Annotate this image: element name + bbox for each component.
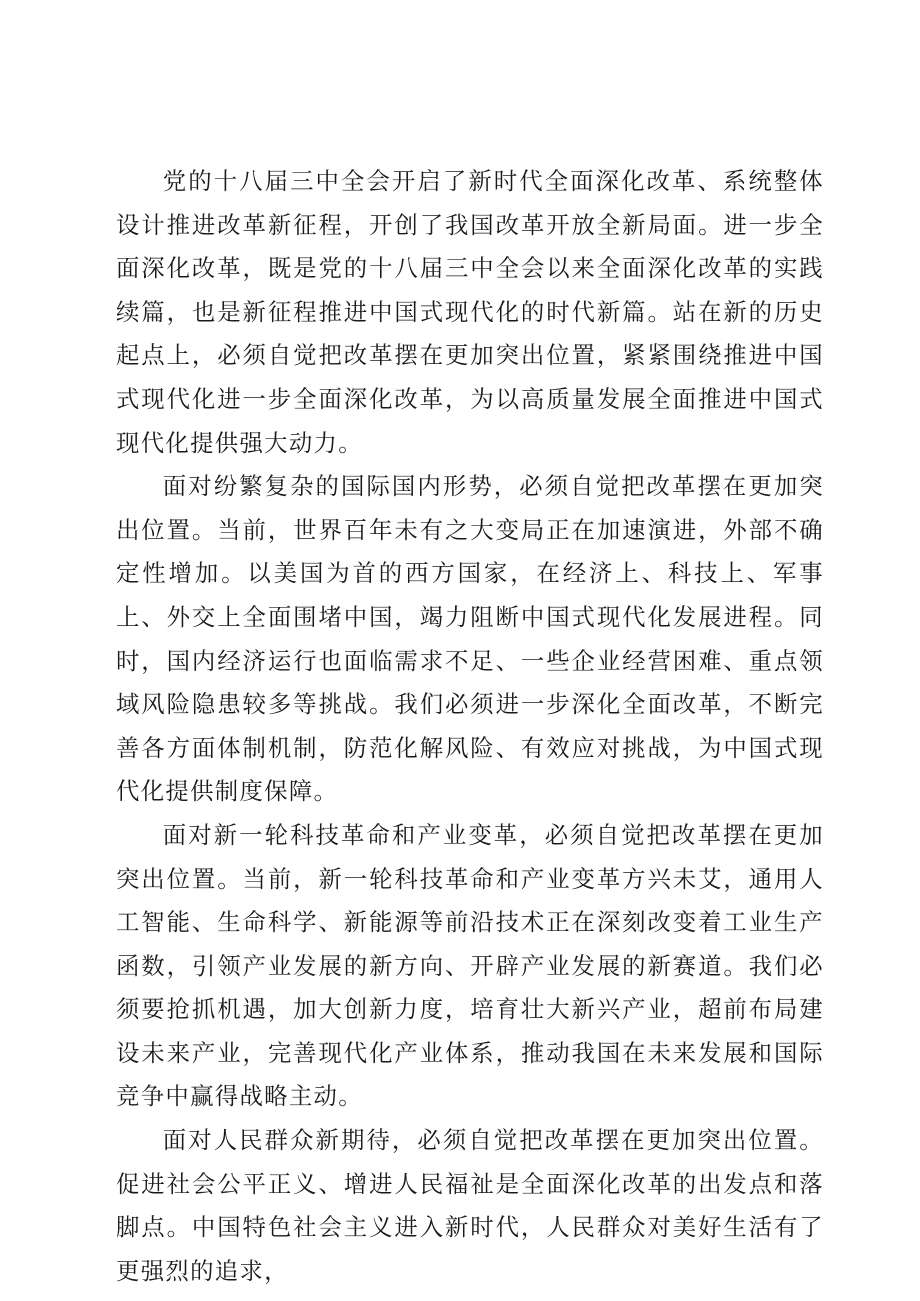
paragraph-2: 面对纷繁复杂的国际国内形势，必须自觉把改革摆在更加突出位置。当前，世界百年未有之大变局正在加速演进，外部不确定性增加。以美国为首的西方国家，在经济上、科技上、军事上、外交上全面围堵中国，竭力阻断中国式现代化发展进程。同时，国内经济运行也面临需求不足、一些企业经营困难、重点领域风险隐患较多等挑战。我们必须进一步深化全面改革，不断完善各方面体制机制，防范化解风险、有效应对挑战，为中国式现代化提供制度保障。 bbox=[116, 472, 824, 806]
document-body bbox=[116, 160, 824, 1293]
paragraph-3: 面对新一轮科技革命和产业变革，必须自觉把改革摆在更加突出位置。当前，新一轮科技革命和产业变革方兴未艾，通用人工智能、生命科学、新能源等前沿技术正在深刻改变着工业生产函数，引领产业发展的新方向、开辟产业发展的新赛道。我们必须要抢抓机遇，加大创新力度，培育壮大新兴产业，超前布局建设未来产业，完善现代化产业体系，推动我国在未来发展和国际竞争中赢得战略主动。 bbox=[116, 820, 824, 1111]
paragraph-4: 面对人民群众新期待，必须自觉把改革摆在更加突出位置。促进社会公平正义、增进人民福祉是全面深化改革的出发点和落脚点。中国特色社会主义进入新时代，人民群众对美好生活有了更强烈的追求， bbox=[116, 1126, 824, 1285]
paragraph-1: 党的十八届三中全会开启了新时代全面深化改革、系统整体设计推进改革新征程，开创了我国改革开放全新局面。进一步全面深化改革，既是党的十八届三中全会以来全面深化改革的实践续篇，也是新征程推进中国式现代化的时代新篇。站在新的历史起点上，必须自觉把改革摆在更加突出位置，紧紧围绕推进中国式现代化进一步全面深化改革，为以高质量发展全面推进中国式现代化提供强大动力。 bbox=[116, 167, 824, 457]
